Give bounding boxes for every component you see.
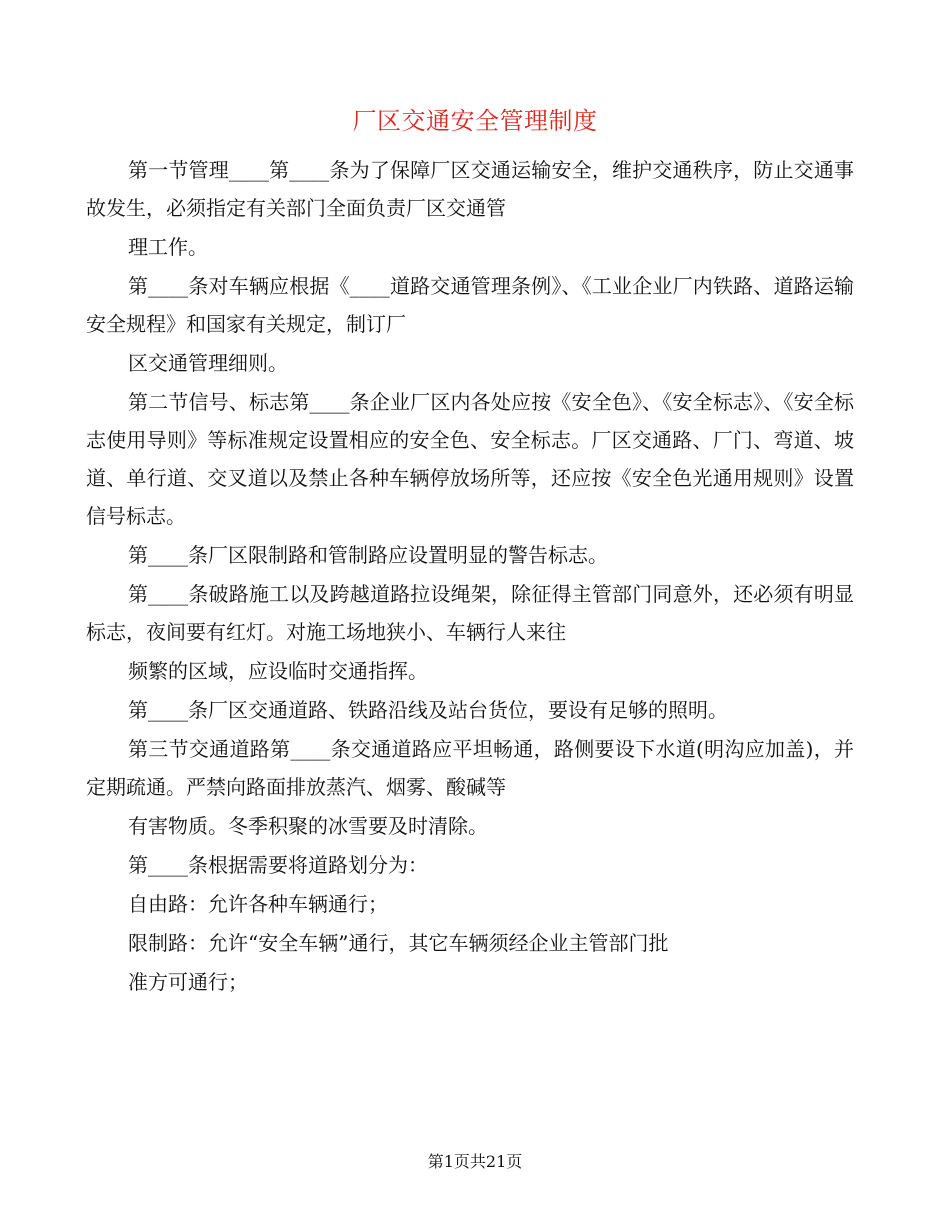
paragraph-12: 第____条根据需要将道路划分为： [128, 853, 428, 877]
paragraph-3: 第____条对车辆应根据《____道路交通管理条例》、《工业企业厂内铁路、道路运输安全规程》和国家有关规定，制订厂 [86, 274, 854, 336]
document-title: 厂区交通安全管理制度 [352, 107, 598, 135]
paragraph-4: 区交通管理细则。 [128, 351, 288, 375]
paragraph-14: 限制路：允许“安全车辆”通行，其它车辆须经企业主管部门批 [128, 931, 669, 955]
paragraph-13: 自由路：允许各种车辆通行； [128, 892, 388, 916]
page-number-footer: 第1页共21页 [427, 1152, 523, 1171]
paragraph-1: 第一节管理____第____条为了保障厂区交通运输安全，维护交通秩序，防止交通事故发生，必须指定有关部门全面负责厂区交通管 [86, 158, 854, 220]
paragraph-6: 第____条厂区限制路和管制路应设置明显的警告标志。 [128, 543, 608, 567]
paragraph-9: 第____条厂区交通道路、铁路沿线及站台货位，要设有足够的照明。 [128, 698, 728, 722]
paragraph-15: 准方可通行； [128, 970, 248, 994]
paragraph-11: 有害物质。冬季积聚的冰雪要及时清除。 [128, 814, 488, 838]
paragraph-2: 理工作。 [128, 235, 208, 259]
paragraph-5: 第二节信号、标志第____条企业厂区内各处应按《安全色》、《安全标志》、《安全标志使用导则》等标准规定设置相应的安全色、安全标志。厂区交通路、厂门、弯道、坡道、单行道、交叉道以及禁止各种车辆停放场所等，还应按《安全色光通用规则》设置信号标志。 [86, 390, 854, 528]
paragraph-10: 第三节交通道路第____条交通道路应平坦畅通，路侧要设下水道(明沟应加盖)，并定期疏通。严禁向路面排放蒸汽、烟雾、酸碱等 [86, 737, 854, 799]
paragraph-7: 第____条破路施工以及跨越道路拉设绳架，除征得主管部门同意外，还必须有明显标志，夜间要有红灯。对施工场地狭小、车辆行人来往 [86, 582, 854, 644]
paragraph-8: 频繁的区域，应设临时交通指挥。 [128, 659, 428, 683]
document-body [86, 151, 854, 1002]
